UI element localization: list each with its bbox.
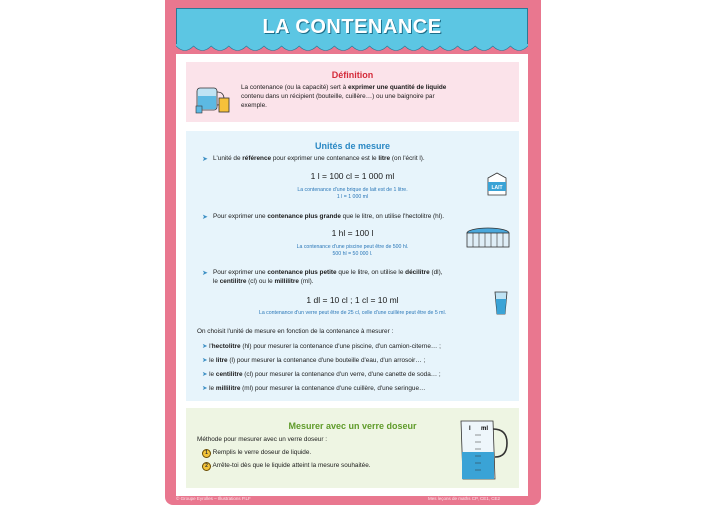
arrow-icon: ➤ [202,270,208,277]
unit-reference-text [213,155,508,164]
unit-usage-post: (cl) pour mesurer la contenance d'un verre, d'une canette de soda… ; [242,371,441,378]
step-2-text: Arrête-toi dès que le liquide atteint la mesure souhaitée. [212,462,371,469]
text-part: décilitre [405,269,430,276]
unit-usage-item [202,371,507,380]
title-banner [176,8,528,46]
unit-usage-pre: l' [209,343,212,350]
step-1-number: 1 [202,449,211,458]
text-part: Pour exprimer une [213,269,268,276]
note-milk-b: 1 l = 1 000 ml [336,194,369,200]
definition-heading: Définition [331,70,374,80]
unit-usage-pre: le [209,371,216,378]
arrow-icon: ➤ [202,385,210,392]
unit-usage-post: (l) pour mesurer la contenance d'une bouteille d'eau, d'un arrosoir… ; [227,357,426,364]
units-heading: Unités de mesure [314,141,391,151]
text-part: contenance plus grande [267,213,341,220]
text-part: pour exprimer une contenance est le [271,155,379,162]
unit-usage-item [202,385,507,394]
awning-scallop [176,44,528,54]
note-milk [186,187,519,201]
text-part: référence [242,155,272,162]
footer-copyright: © Groupe Eyrolles – Illustrations P.LF [176,496,251,501]
measuring-section [186,408,519,488]
definition-section [186,62,519,122]
text-part: (cl) ou le [246,277,275,285]
pitcher-icon [195,82,231,116]
unit-usage-bold: centilitre [215,371,243,378]
text-part: centilitre [219,277,247,285]
unit-usage-pre: le [209,357,216,364]
measuring-heading: Mesurer avec un verre doseur [288,421,417,431]
choose-unit-text: On choisit l'unité de mesure en fonction de la contenance à mesurer : [197,328,394,335]
measuring-intro: Méthode pour mesurer avec un verre doseur : [197,436,328,443]
unit-usage-bold: hectolitre [211,343,241,350]
text-part: que le litre, on utilise l'hectolitre (hl). [340,213,445,220]
text-part: (dl), [429,269,443,276]
arrow-icon: ➤ [202,371,210,378]
arrow-icon: ➤ [202,214,208,221]
unit-usage-item [202,357,507,366]
text-part: que le litre, on utilise le [336,269,406,276]
arrow-icon: ➤ [202,357,210,364]
unit-usage-bold: millilitre [215,385,241,392]
definition-line3: exemple. [241,101,267,109]
step-2 [202,462,462,471]
text-part: (ml). [298,277,314,285]
unit-smaller-text [213,269,508,287]
jug-millilitre-label: ml [481,426,489,432]
pool-icon [465,227,511,253]
unit-usage-item [202,343,507,352]
text-part: contenance plus petite [267,269,337,276]
note-pool-a: La contenance d'une piscine peut être de 500 hl. [296,244,409,250]
note-pool-b: 500 hl = 50 000 l. [332,251,373,257]
text-part: le [213,277,220,285]
unit-usage-pre: le [209,385,216,392]
units-section [186,131,519,401]
text-part: millilitre [274,277,299,285]
definition-text [241,84,513,110]
note-glass: La contenance d'un verre peut être de 25 cl, celle d'une cuillère peut être de 5 ml. [258,310,447,316]
note-milk-a: La contenance d'une brique de lait est de 1 litre. [297,187,408,193]
formula-litre: 1 l = 100 cl = 1 000 ml [310,171,395,181]
text-part: L'unité de [213,155,243,162]
definition-line2: contenu dans un récipient (bouteille, cuillère…) ou une baignoire par [241,92,435,100]
text-part: litre [378,155,391,162]
page-title: LA CONTENANCE [262,16,442,38]
formula-decilitre: 1 dl = 10 cl ; 1 cl = 10 ml [306,295,399,305]
milk-carton-label: LAIT [491,185,503,191]
glass-icon [493,290,509,316]
unit-usage-post: (ml) pour mesurer la contenance d'une cuillère, d'une seringue… [240,385,426,392]
jug-litre-label: l [469,426,471,432]
text-part: (on l'écrit l). [390,155,425,162]
formula-hectolitre: 1 hl = 100 l [331,228,374,238]
arrow-icon: ➤ [202,343,210,350]
unit-usage-post: (hl) pour mesurer la contenance d'une piscine, d'un camion-citerne… ; [240,343,441,350]
step-2-number: 2 [202,462,211,471]
step-1 [202,449,442,458]
unit-usage-bold: litre [215,357,228,364]
arrow-icon: ➤ [202,156,208,163]
unit-larger-text [213,213,508,222]
measuring-jug-icon [457,417,509,483]
definition-line1-bold: exprimer une quantité de liquide [347,84,447,91]
definition-line1-pre: La contenance (ou la capacité) sert à [241,84,348,91]
step-1-text: Remplis le verre doseur de liquide. [212,449,312,456]
footer-book-title: Mes leçons de maths CP, CE1, CE2 [428,496,500,501]
milk-carton-icon [485,171,509,197]
text-part: Pour exprimer une [213,213,268,220]
